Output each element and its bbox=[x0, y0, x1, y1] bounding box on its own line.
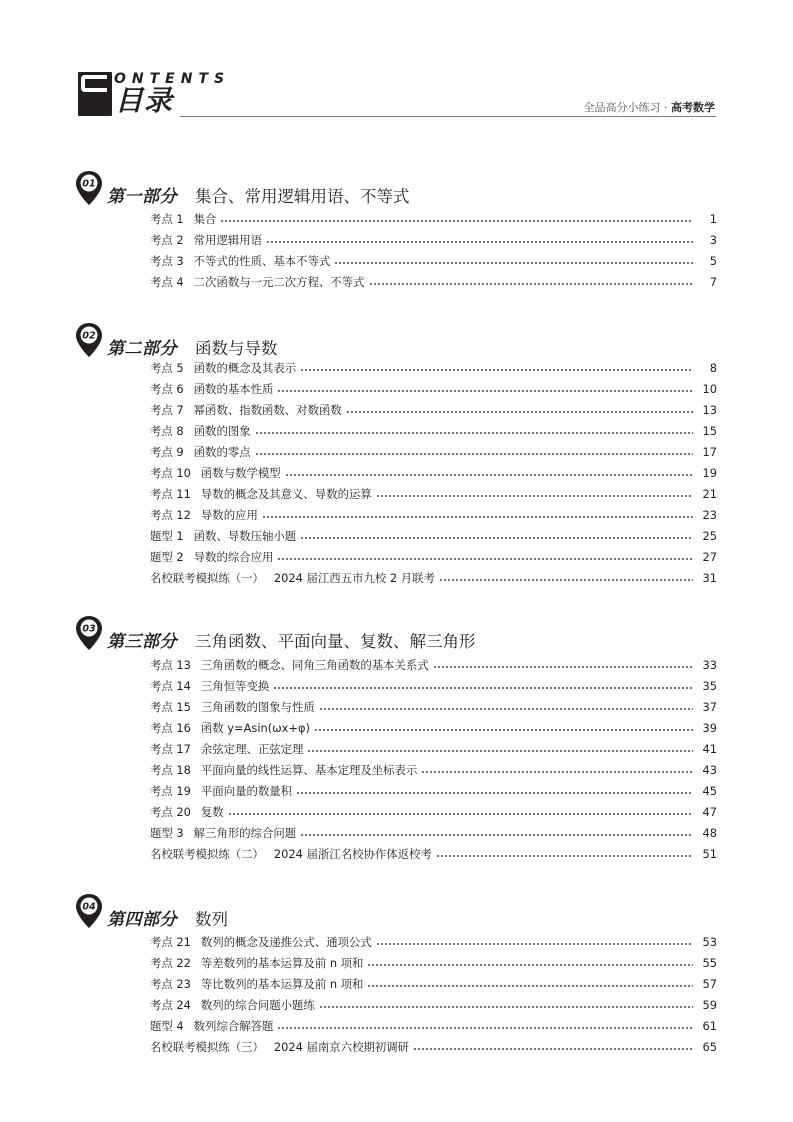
toc-entry[interactable] bbox=[150, 996, 717, 1014]
toc-entry-title: 三角函数的概念、同角三角函数的基本关系式 bbox=[200, 658, 429, 672]
section-title: 三角函数、平面向量、复数、解三角形 bbox=[195, 632, 476, 651]
toc-entry[interactable] bbox=[150, 527, 717, 545]
toc-entry-page: 33 bbox=[702, 658, 717, 672]
toc-entry-title: 幂函数、指数函数、对数函数 bbox=[193, 403, 342, 417]
toc-entry-page: 61 bbox=[702, 1019, 717, 1033]
section-badge-pin-icon bbox=[74, 322, 104, 358]
toc-entry-label: 考点 2 bbox=[150, 233, 184, 247]
toc-dot-leader bbox=[273, 677, 693, 695]
toc-entry-label: 题型 3 bbox=[150, 826, 184, 840]
toc-entry[interactable] bbox=[150, 210, 717, 228]
toc-entry-title: 二次函数与一元二次方程、不等式 bbox=[193, 275, 365, 289]
toc-dot-leader bbox=[314, 719, 693, 737]
toc-dot-leader bbox=[262, 506, 693, 524]
toc-entry-label: 考点 9 bbox=[150, 445, 184, 459]
toc-entry-title: 函数的概念及其表示 bbox=[193, 361, 297, 375]
toc-entry-page: 65 bbox=[702, 1040, 717, 1054]
section-title: 集合、常用逻辑用语、不等式 bbox=[195, 187, 410, 206]
section-badge-number: 01 bbox=[82, 178, 96, 190]
toc-entry-title: 三角恒等变换 bbox=[200, 679, 270, 693]
toc-entry[interactable] bbox=[150, 464, 717, 482]
toc-entry[interactable] bbox=[150, 824, 717, 842]
toc-entry-page: 5 bbox=[709, 254, 717, 268]
toc-entry-title: 解三角形的综合问题 bbox=[193, 826, 297, 840]
toc-entry-title: 等差数列的基本运算及前 n 项和 bbox=[200, 956, 364, 970]
toc-dot-leader bbox=[413, 1038, 693, 1056]
toc-entry[interactable] bbox=[150, 845, 717, 863]
toc-entry-label: 考点 8 bbox=[150, 424, 184, 438]
toc-entry-page: 7 bbox=[709, 275, 717, 289]
toc-entry-page: 31 bbox=[702, 571, 717, 585]
toc-entry-page: 21 bbox=[702, 487, 717, 501]
toc-entry-label: 考点 24 bbox=[150, 998, 191, 1012]
toc-entry-label: 题型 2 bbox=[150, 550, 184, 564]
toc-entry-title: 数列的综合问题小题练 bbox=[200, 998, 315, 1012]
subject-name: 高考数学 bbox=[671, 101, 715, 114]
section-heading bbox=[107, 182, 410, 207]
toc-entry-page: 25 bbox=[702, 529, 717, 543]
toc-entry-label: 考点 17 bbox=[150, 742, 191, 756]
toc-entry[interactable] bbox=[150, 954, 717, 972]
toc-entry-title: 函数、导数压轴小题 bbox=[193, 529, 297, 543]
toc-entry-page: 51 bbox=[702, 847, 717, 861]
toc-entry-page: 27 bbox=[702, 550, 717, 564]
toc-dot-leader bbox=[300, 527, 693, 545]
toc-entry-label: 考点 10 bbox=[150, 466, 191, 480]
contents-word: ONTENTS bbox=[114, 71, 231, 87]
toc-entry-title: 函数的基本性质 bbox=[193, 382, 274, 396]
toc-dot-leader bbox=[367, 954, 693, 972]
toc-entry-label: 考点 4 bbox=[150, 275, 184, 289]
toc-dot-leader bbox=[369, 273, 693, 291]
toc-entry-title: 2024 届江西五市九校 2 月联考 bbox=[273, 571, 435, 585]
toc-dot-leader bbox=[255, 422, 693, 440]
section-title: 数列 bbox=[195, 910, 228, 929]
section-part-label: 第三部分 bbox=[107, 632, 177, 652]
toc-dot-leader bbox=[266, 231, 693, 249]
toc-dot-leader bbox=[436, 845, 693, 863]
toc-entry-page: 3 bbox=[709, 233, 717, 247]
section-heading bbox=[107, 334, 278, 359]
section-part-label: 第一部分 bbox=[107, 187, 177, 207]
toc-entry-page: 19 bbox=[702, 466, 717, 480]
toc-entry[interactable] bbox=[150, 740, 717, 758]
toc-entry-label: 考点 3 bbox=[150, 254, 184, 268]
toc-entry-title: 函数与数学模型 bbox=[200, 466, 281, 480]
toc-entry-title: 函数的零点 bbox=[193, 445, 251, 459]
section-part-label: 第四部分 bbox=[107, 910, 177, 930]
toc-dot-leader bbox=[255, 443, 693, 461]
header-divider bbox=[180, 116, 716, 117]
toc-entry-title: 2024 届南京六校期初调研 bbox=[273, 1040, 410, 1054]
toc-entry-title: 平面向量的线性运算、基本定理及坐标表示 bbox=[200, 763, 418, 777]
toc-entry-page: 23 bbox=[702, 508, 717, 522]
section-heading bbox=[107, 627, 476, 652]
toc-entry[interactable] bbox=[150, 677, 717, 695]
toc-entry-label: 题型 1 bbox=[150, 529, 184, 543]
toc-entry-title: 复数 bbox=[200, 805, 224, 819]
toc-entry[interactable] bbox=[150, 1017, 717, 1035]
toc-entry[interactable] bbox=[150, 359, 717, 377]
toc-entry[interactable] bbox=[150, 443, 717, 461]
toc-entry[interactable] bbox=[150, 401, 717, 419]
toc-entry[interactable] bbox=[150, 506, 717, 524]
toc-dot-leader bbox=[277, 380, 693, 398]
toc-entry[interactable] bbox=[150, 719, 717, 737]
page-title: 目录 bbox=[115, 84, 174, 117]
toc-entry-title: 余弦定理、正弦定理 bbox=[200, 742, 304, 756]
toc-entry-label: 考点 12 bbox=[150, 508, 191, 522]
toc-dot-leader bbox=[277, 1017, 693, 1035]
toc-entry-page: 43 bbox=[702, 763, 717, 777]
toc-entry-page: 35 bbox=[702, 679, 717, 693]
toc-entry-page: 48 bbox=[702, 826, 717, 840]
toc-entry-page: 15 bbox=[702, 424, 717, 438]
toc-dot-leader bbox=[367, 975, 693, 993]
toc-entry[interactable] bbox=[150, 761, 717, 779]
toc-dot-leader bbox=[319, 698, 693, 716]
toc-entry-page: 17 bbox=[702, 445, 717, 459]
toc-entry-page: 10 bbox=[702, 382, 717, 396]
toc-entry-label: 题型 4 bbox=[150, 1019, 184, 1033]
toc-dot-leader bbox=[300, 824, 693, 842]
toc-entry-label: 考点 6 bbox=[150, 382, 184, 396]
toc-dot-leader bbox=[228, 803, 693, 821]
section-badge-number: 03 bbox=[82, 623, 96, 635]
toc-entry[interactable] bbox=[150, 698, 717, 716]
toc-entry-title: 不等式的性质、基本不等式 bbox=[193, 254, 331, 268]
toc-dot-leader bbox=[300, 359, 693, 377]
toc-dot-leader bbox=[334, 252, 693, 270]
section-badge-pin-icon bbox=[74, 893, 104, 929]
toc-entry-page: 47 bbox=[702, 805, 717, 819]
toc-entry[interactable] bbox=[150, 252, 717, 270]
toc-entry-label: 考点 20 bbox=[150, 805, 191, 819]
toc-entry-label: 考点 18 bbox=[150, 763, 191, 777]
toc-entry[interactable] bbox=[150, 485, 717, 503]
toc-entry[interactable] bbox=[150, 803, 717, 821]
toc-entry-title: 数列的概念及递推公式、通项公式 bbox=[200, 935, 372, 949]
toc-entry-title: 等比数列的基本运算及前 n 项和 bbox=[200, 977, 364, 991]
toc-entry[interactable] bbox=[150, 1038, 717, 1056]
section-part-label: 第二部分 bbox=[107, 339, 177, 359]
toc-entry-page: 59 bbox=[702, 998, 717, 1012]
toc-entry[interactable] bbox=[150, 975, 717, 993]
toc-entry-label: 考点 16 bbox=[150, 721, 191, 735]
toc-entry-page: 8 bbox=[709, 361, 717, 375]
toc-entry[interactable] bbox=[150, 273, 717, 291]
toc-dot-leader bbox=[220, 210, 693, 228]
toc-entry-page: 57 bbox=[702, 977, 717, 991]
section-badge-number: 02 bbox=[82, 330, 96, 342]
toc-dot-leader bbox=[421, 761, 693, 779]
toc-entry-title: 导数的概念及其意义、导数的运算 bbox=[200, 487, 372, 501]
toc-entry-label: 考点 7 bbox=[150, 403, 184, 417]
toc-entry-label: 名校联考模拟练（一） bbox=[150, 571, 264, 585]
toc-dot-leader bbox=[433, 656, 693, 674]
toc-entry-page: 39 bbox=[702, 721, 717, 735]
section-badge-pin-icon bbox=[74, 170, 104, 206]
toc-entry-label: 考点 21 bbox=[150, 935, 191, 949]
toc-dot-leader bbox=[307, 740, 693, 758]
toc-entry-label: 考点 22 bbox=[150, 956, 191, 970]
toc-dot-leader bbox=[346, 401, 693, 419]
toc-entry-page: 41 bbox=[702, 742, 717, 756]
section-heading bbox=[107, 905, 228, 930]
section-title: 函数与导数 bbox=[195, 339, 278, 358]
toc-entry-page: 45 bbox=[702, 784, 717, 798]
toc-dot-leader bbox=[296, 782, 693, 800]
toc-entry-label: 考点 1 bbox=[150, 212, 184, 226]
series-subtitle bbox=[584, 99, 716, 115]
toc-entry-label: 考点 19 bbox=[150, 784, 191, 798]
toc-entry-title: 集合 bbox=[193, 212, 217, 226]
toc-dot-leader bbox=[376, 933, 693, 951]
toc-entry-page: 55 bbox=[702, 956, 717, 970]
contents-logo-mark bbox=[78, 72, 112, 116]
toc-entry[interactable] bbox=[150, 933, 717, 951]
toc-dot-leader bbox=[376, 485, 693, 503]
toc-dot-leader bbox=[319, 996, 693, 1014]
toc-entry-label: 考点 15 bbox=[150, 700, 191, 714]
toc-entry-title: 平面向量的数量积 bbox=[200, 784, 293, 798]
toc-entry-label: 考点 11 bbox=[150, 487, 191, 501]
toc-entry-label: 考点 14 bbox=[150, 679, 191, 693]
page-header bbox=[0, 0, 793, 130]
toc-entry-label: 考点 5 bbox=[150, 361, 184, 375]
section-badge-pin-icon bbox=[74, 615, 104, 651]
toc-entry[interactable] bbox=[150, 782, 717, 800]
toc-entry-page: 13 bbox=[702, 403, 717, 417]
toc-entry-title: 函数的图象 bbox=[193, 424, 251, 438]
toc-entry[interactable] bbox=[150, 422, 717, 440]
toc-entry-title: 函数 y=Asin(ωx+φ) bbox=[200, 721, 310, 735]
toc-entry-label: 名校联考模拟练（三） bbox=[150, 1040, 264, 1054]
toc-entry-page: 37 bbox=[702, 700, 717, 714]
toc-entry-page: 53 bbox=[702, 935, 717, 949]
toc-entry-title: 导数的综合应用 bbox=[193, 550, 274, 564]
toc-entry-title: 导数的应用 bbox=[200, 508, 258, 522]
toc-dot-leader bbox=[285, 464, 693, 482]
toc-entry[interactable] bbox=[150, 380, 717, 398]
toc-entry-page: 1 bbox=[709, 212, 717, 226]
toc-entry[interactable] bbox=[150, 569, 717, 587]
toc-entry[interactable] bbox=[150, 231, 717, 249]
series-name: 全品高分小练习 · bbox=[583, 101, 671, 114]
section-badge-number: 04 bbox=[82, 901, 96, 913]
toc-entry-label: 考点 13 bbox=[150, 658, 191, 672]
toc-entry-label: 名校联考模拟练（二） bbox=[150, 847, 264, 861]
toc-entry-title: 三角函数的图象与性质 bbox=[200, 700, 315, 714]
toc-entry[interactable] bbox=[150, 656, 717, 674]
toc-entry-title: 常用逻辑用语 bbox=[193, 233, 263, 247]
toc-entry[interactable] bbox=[150, 548, 717, 566]
toc-entry-title: 数列综合解答题 bbox=[193, 1019, 274, 1033]
toc-dot-leader bbox=[277, 548, 693, 566]
toc-entry-title: 2024 届浙江名校协作体返校考 bbox=[273, 847, 432, 861]
logo-c-glyph bbox=[81, 75, 107, 92]
toc-dot-leader bbox=[439, 569, 693, 587]
toc-entry-label: 考点 23 bbox=[150, 977, 191, 991]
